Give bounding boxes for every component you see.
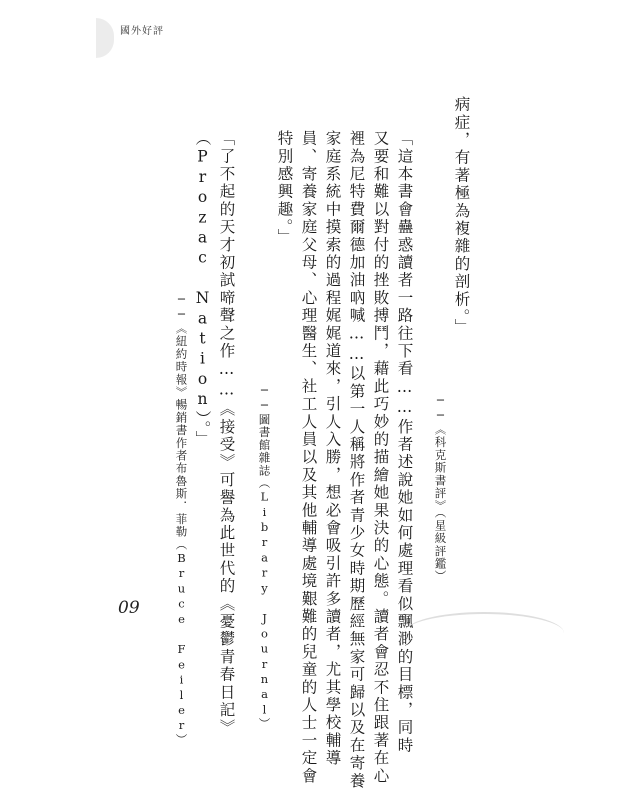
- quote-credit-kirkus: ──《科克斯書評》（星級評鑑）: [433, 393, 448, 583]
- quote-credit-nyt: ──《紐約時報》暢銷書作者布魯斯．菲勒（Bruce Feiler）: [174, 292, 189, 747]
- quote-column-9: （Prozac Nation）。」: [193, 130, 212, 448]
- quote-column-6: 員、寄養家庭父母、心理醫生、社工人員以及其他輔導處境艱難的兒童的人士一定會: [299, 130, 318, 785]
- running-head: 國外好評: [120, 26, 164, 37]
- page-number: 09: [118, 598, 140, 618]
- quote-column-4: 裡為尼特費爾德加油吶喊……以第一人稱將作者青少女時期歷經無家可歸以及在寄養: [347, 130, 366, 790]
- quote-column-7: 特別感興趣。」: [275, 130, 294, 247]
- page-edge-tab: [96, 18, 114, 58]
- quote-column-8: 「了不起的天才初試啼聲之作……《接受》可譽為此世代的《憂鬱青春日記》: [217, 130, 236, 737]
- quote-column-1: 病症，有著極為複雜的剖析。」: [452, 96, 471, 337]
- quote-column-3: 又要和難以對付的挫敗搏鬥，藉此巧妙的描繪她果決的心態。讀者會忍不住跟著在心: [371, 130, 390, 785]
- quote-column-5: 家庭系統中摸索的過程娓娓道來，引人入勝，想必會吸引許多讀者，尤其學校輔導: [323, 130, 342, 768]
- quote-column-2: 「這本書會蠱惑讀者一路往下看……作者述說她如何處理看似飄渺的目標，同時: [395, 130, 414, 755]
- decorative-arc: [404, 612, 564, 654]
- quote-credit-library-journal: ──圖書館雜誌（Library Journal）: [257, 383, 272, 731]
